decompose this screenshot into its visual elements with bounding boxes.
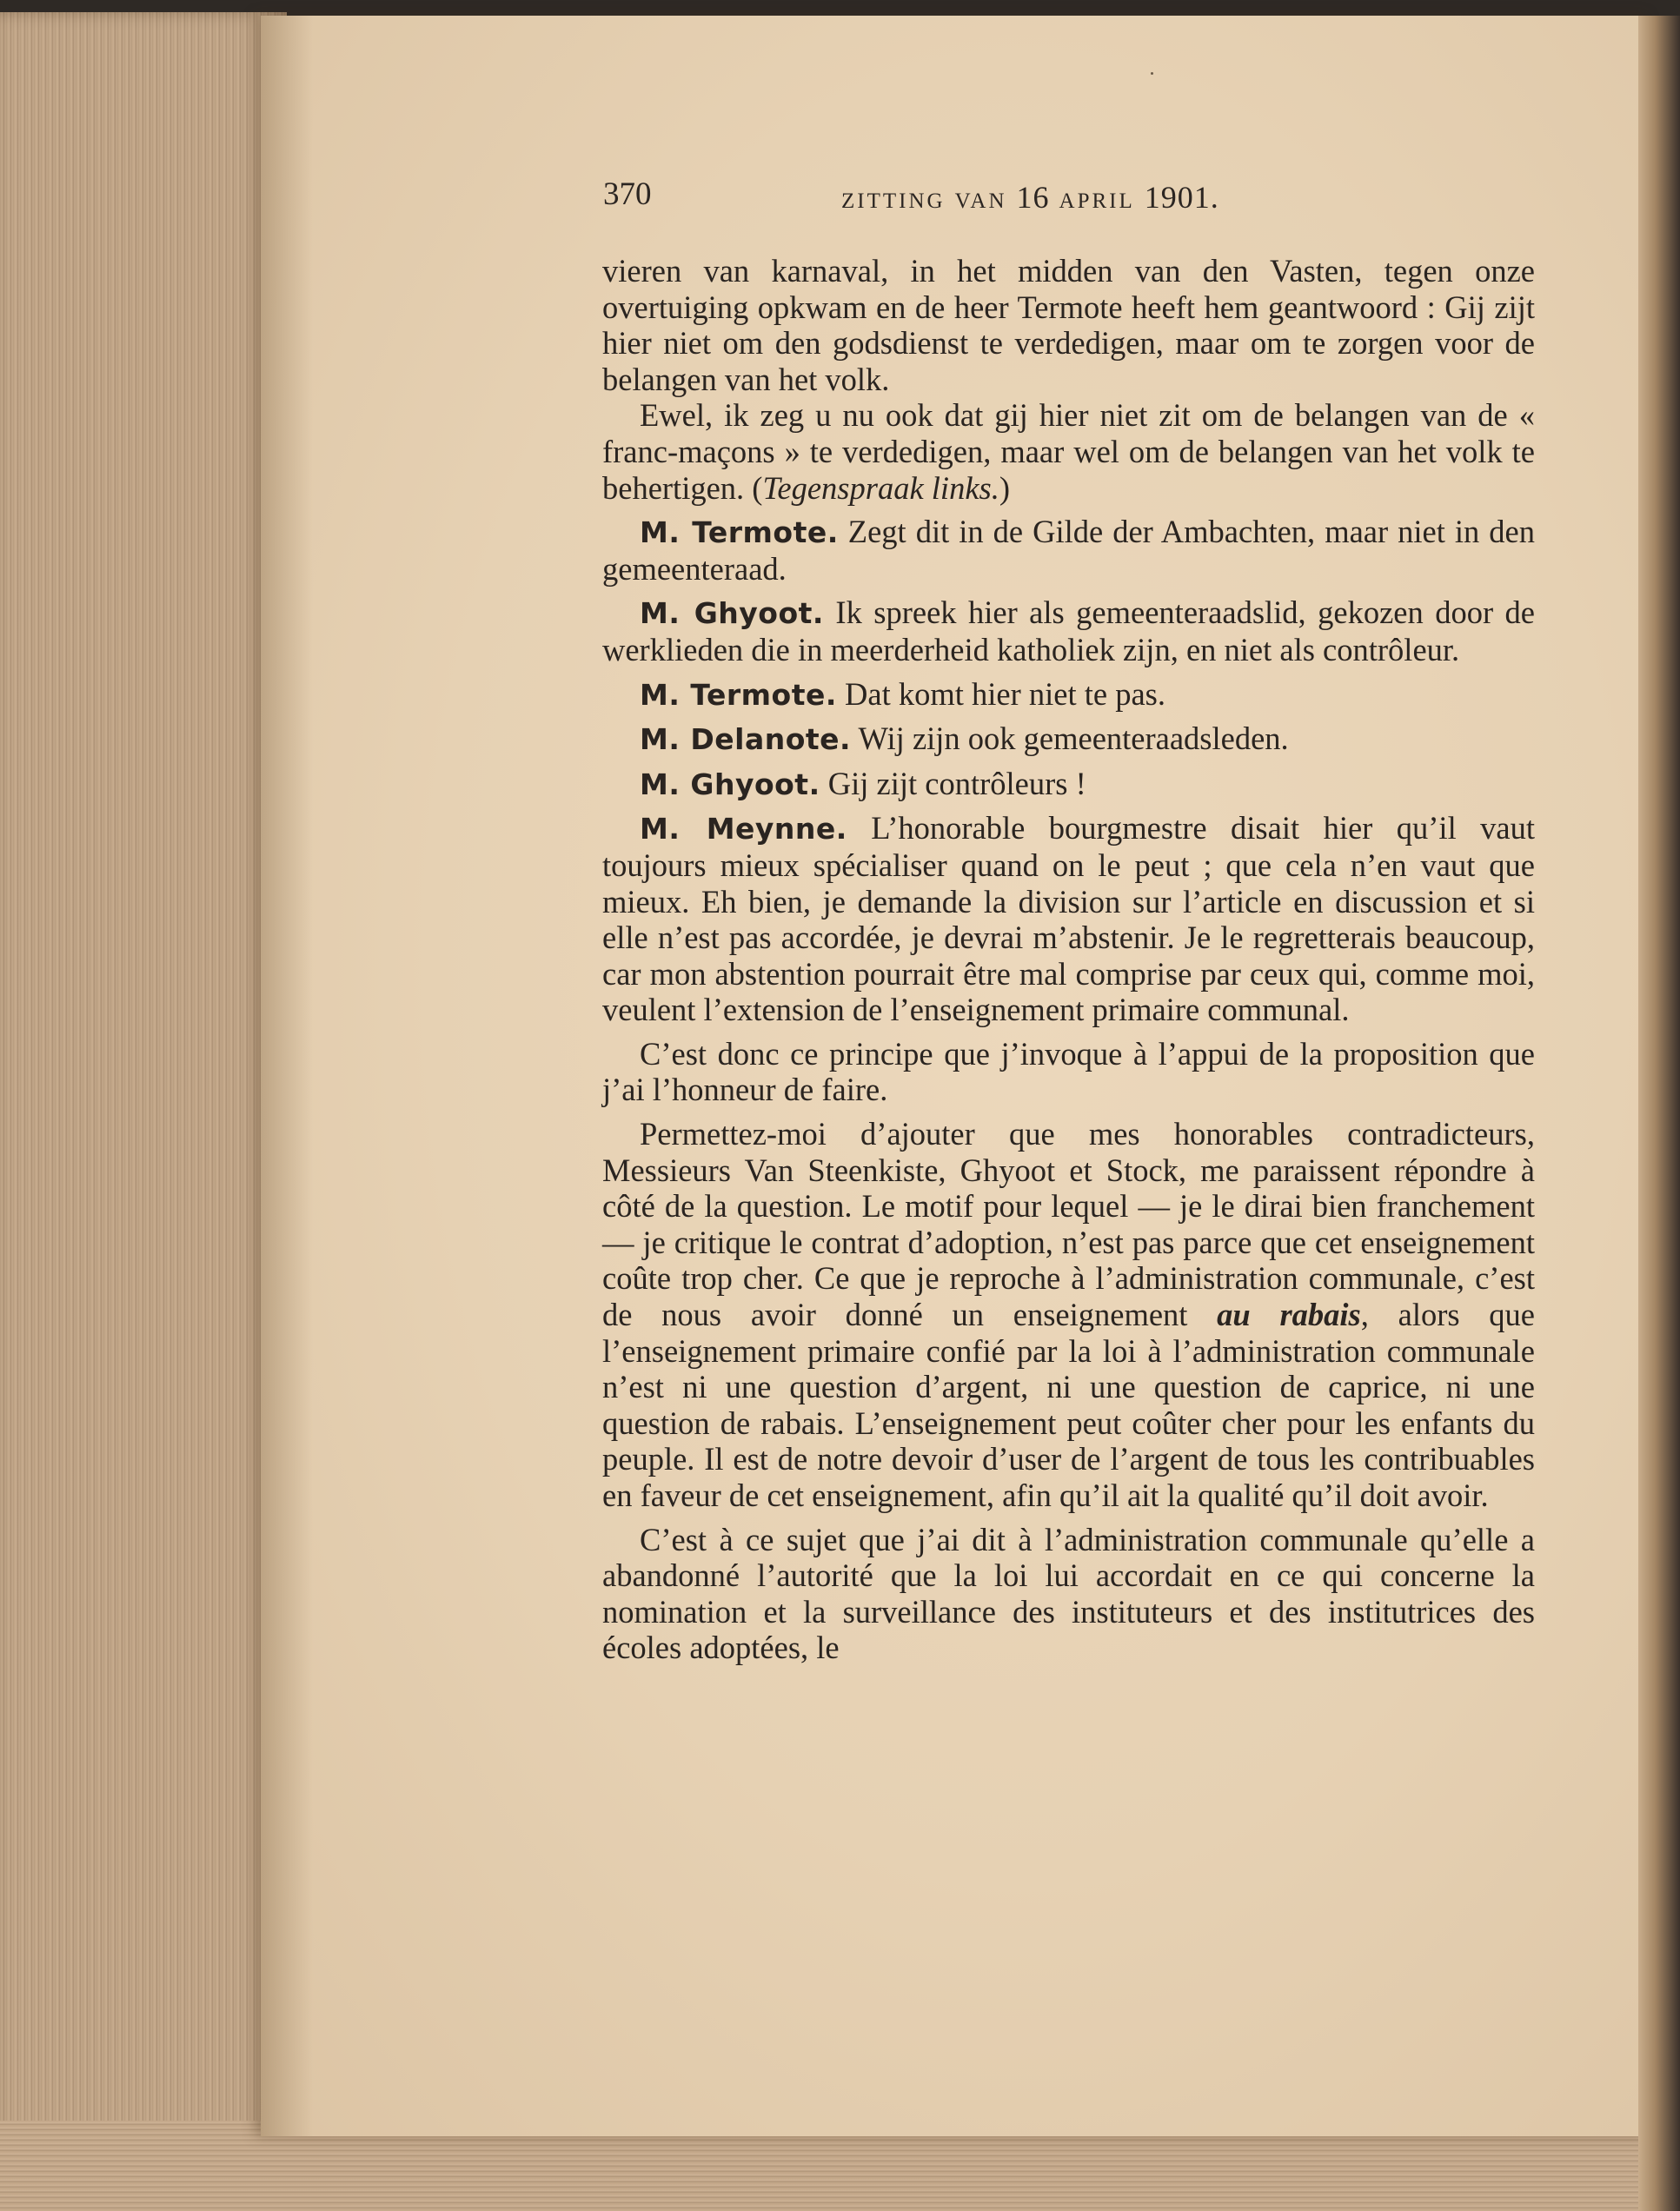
- speech-paragraph: [602, 766, 1535, 803]
- speaker-name: M. Meynne.: [640, 812, 847, 847]
- speaker-name: M. Termote.: [640, 515, 839, 550]
- running-header: [603, 176, 1298, 219]
- gutter-shadow: [261, 16, 313, 2136]
- emphasis-text: au rabais: [1217, 1297, 1361, 1333]
- paragraph: [602, 1522, 1535, 1666]
- running-title-word: VAN: [954, 189, 1007, 213]
- speech-paragraph: [602, 810, 1535, 1028]
- right-page-edge: [1638, 16, 1680, 2211]
- speech-text: Gij zijt contrôleurs !: [820, 765, 1086, 801]
- speaker-name: M. Delanote.: [640, 722, 852, 757]
- paragraph-text: ): [999, 469, 1011, 506]
- running-title-word: ZITTING: [841, 189, 946, 213]
- running-title-month: APRIL: [1059, 189, 1135, 213]
- speech-paragraph: [602, 676, 1535, 714]
- paragraph: [602, 397, 1535, 506]
- running-title-year: 1901.: [1144, 180, 1219, 215]
- speech-paragraph: [602, 594, 1535, 667]
- speech-text: L’honorable bourgmestre disait hier qu’il vaut toujours mieux spécialiser quand on le peut ; que cela n’en vaut que mieux. Eh bien, je demande la division sur l’article en discussion et si elle n’est pas accordée, je devrai m’abstenir. Je le regretterais beaucoup, car mon abstention pourrait être mal comprise par ceux qui, comme moi, veulent l’extension de l’enseignement primaire communal.: [602, 810, 1536, 1028]
- book-page-edges: [0, 12, 287, 2207]
- speech-paragraph: [602, 514, 1535, 587]
- speech-paragraph: [602, 720, 1535, 758]
- paragraph: [602, 253, 1535, 397]
- speech-text: Zegt dit in de Gilde der Ambachten, maar niet in den gemeenteraad.: [602, 514, 1535, 587]
- paragraph-text: Permettez-moi d’ajouter que mes honorables contradicteurs, Messieurs Van Steenkiste, Ghyoot et Stock, me paraissent répondre à côté de la question. Le motif pour lequel — je le dirai bien franchement — je critique le contrat d’adoption, n’est pas parce que cet enseignement coûte trop cher. Ce que je reproche à l’administration communale, c’est de nous avoir donné un enseignement: [602, 1116, 1535, 1333]
- paper-speck: [1151, 72, 1153, 75]
- paragraph-text: C’est donc ce principe que j’invoque à l’appui de la proposition que j’ai l’honneur de faire.: [602, 1035, 1535, 1108]
- speaker-name: M. Termote.: [640, 677, 837, 712]
- body-text: [602, 253, 1535, 1666]
- paragraph: [602, 1036, 1535, 1108]
- paragraph-text: Ewel, ik zeg u nu ook dat gij hier niet zit om de belangen van de « franc-maçons » te verdedigen, maar wel om de belangen van het volk te behertigen. (: [602, 397, 1535, 506]
- speech-text: Dat komt hier niet te pas.: [836, 675, 1165, 712]
- stage-direction: Tegenspraak links.: [762, 469, 999, 506]
- speaker-name: M. Ghyoot.: [640, 596, 824, 631]
- paragraph: [602, 1116, 1535, 1514]
- speech-text: Wij zijn ook gemeenteraadsleden.: [851, 720, 1289, 757]
- running-title: [841, 179, 1219, 216]
- speech-text: Ik spreek hier als gemeenteraadslid, gekozen door de werklieden die in meerderheid katholiek zijn, en niet als contrôleur.: [602, 594, 1536, 667]
- paragraph-text: , alors que l’enseignement primaire confié par la loi à l’administration communale n’est ni une question d’argent, ni une question de caprice, ni une question de rabais. L’enseignement peut coûter cher pour les enfants du peuple. Il est de notre devoir d’user de l’argent de tous les contribuables en faveur de cet enseignement, afin qu’il ait la qualité qu’il doit avoir.: [602, 1297, 1536, 1513]
- speaker-name: M. Ghyoot.: [640, 767, 820, 801]
- running-title-day: 16: [1016, 180, 1050, 215]
- paragraph-text: C’est à ce sujet que j’ai dit à l’administration communale qu’elle a abandonné l’autorité que la loi lui accordait en ce qui concerne la nomination et la surveillance des instituteurs et des institutrices des écoles adoptées, le: [602, 1521, 1535, 1666]
- page-number: 370: [603, 176, 652, 212]
- paragraph-text: vieren van karnaval, in het midden van den Vasten, tegen onze overtuiging opkwam en de heer Termote heeft hem geantwoord : Gij zijt hier niet om den godsdienst te verdedigen, maar om te zorgen voor de belangen van het volk.: [602, 253, 1535, 397]
